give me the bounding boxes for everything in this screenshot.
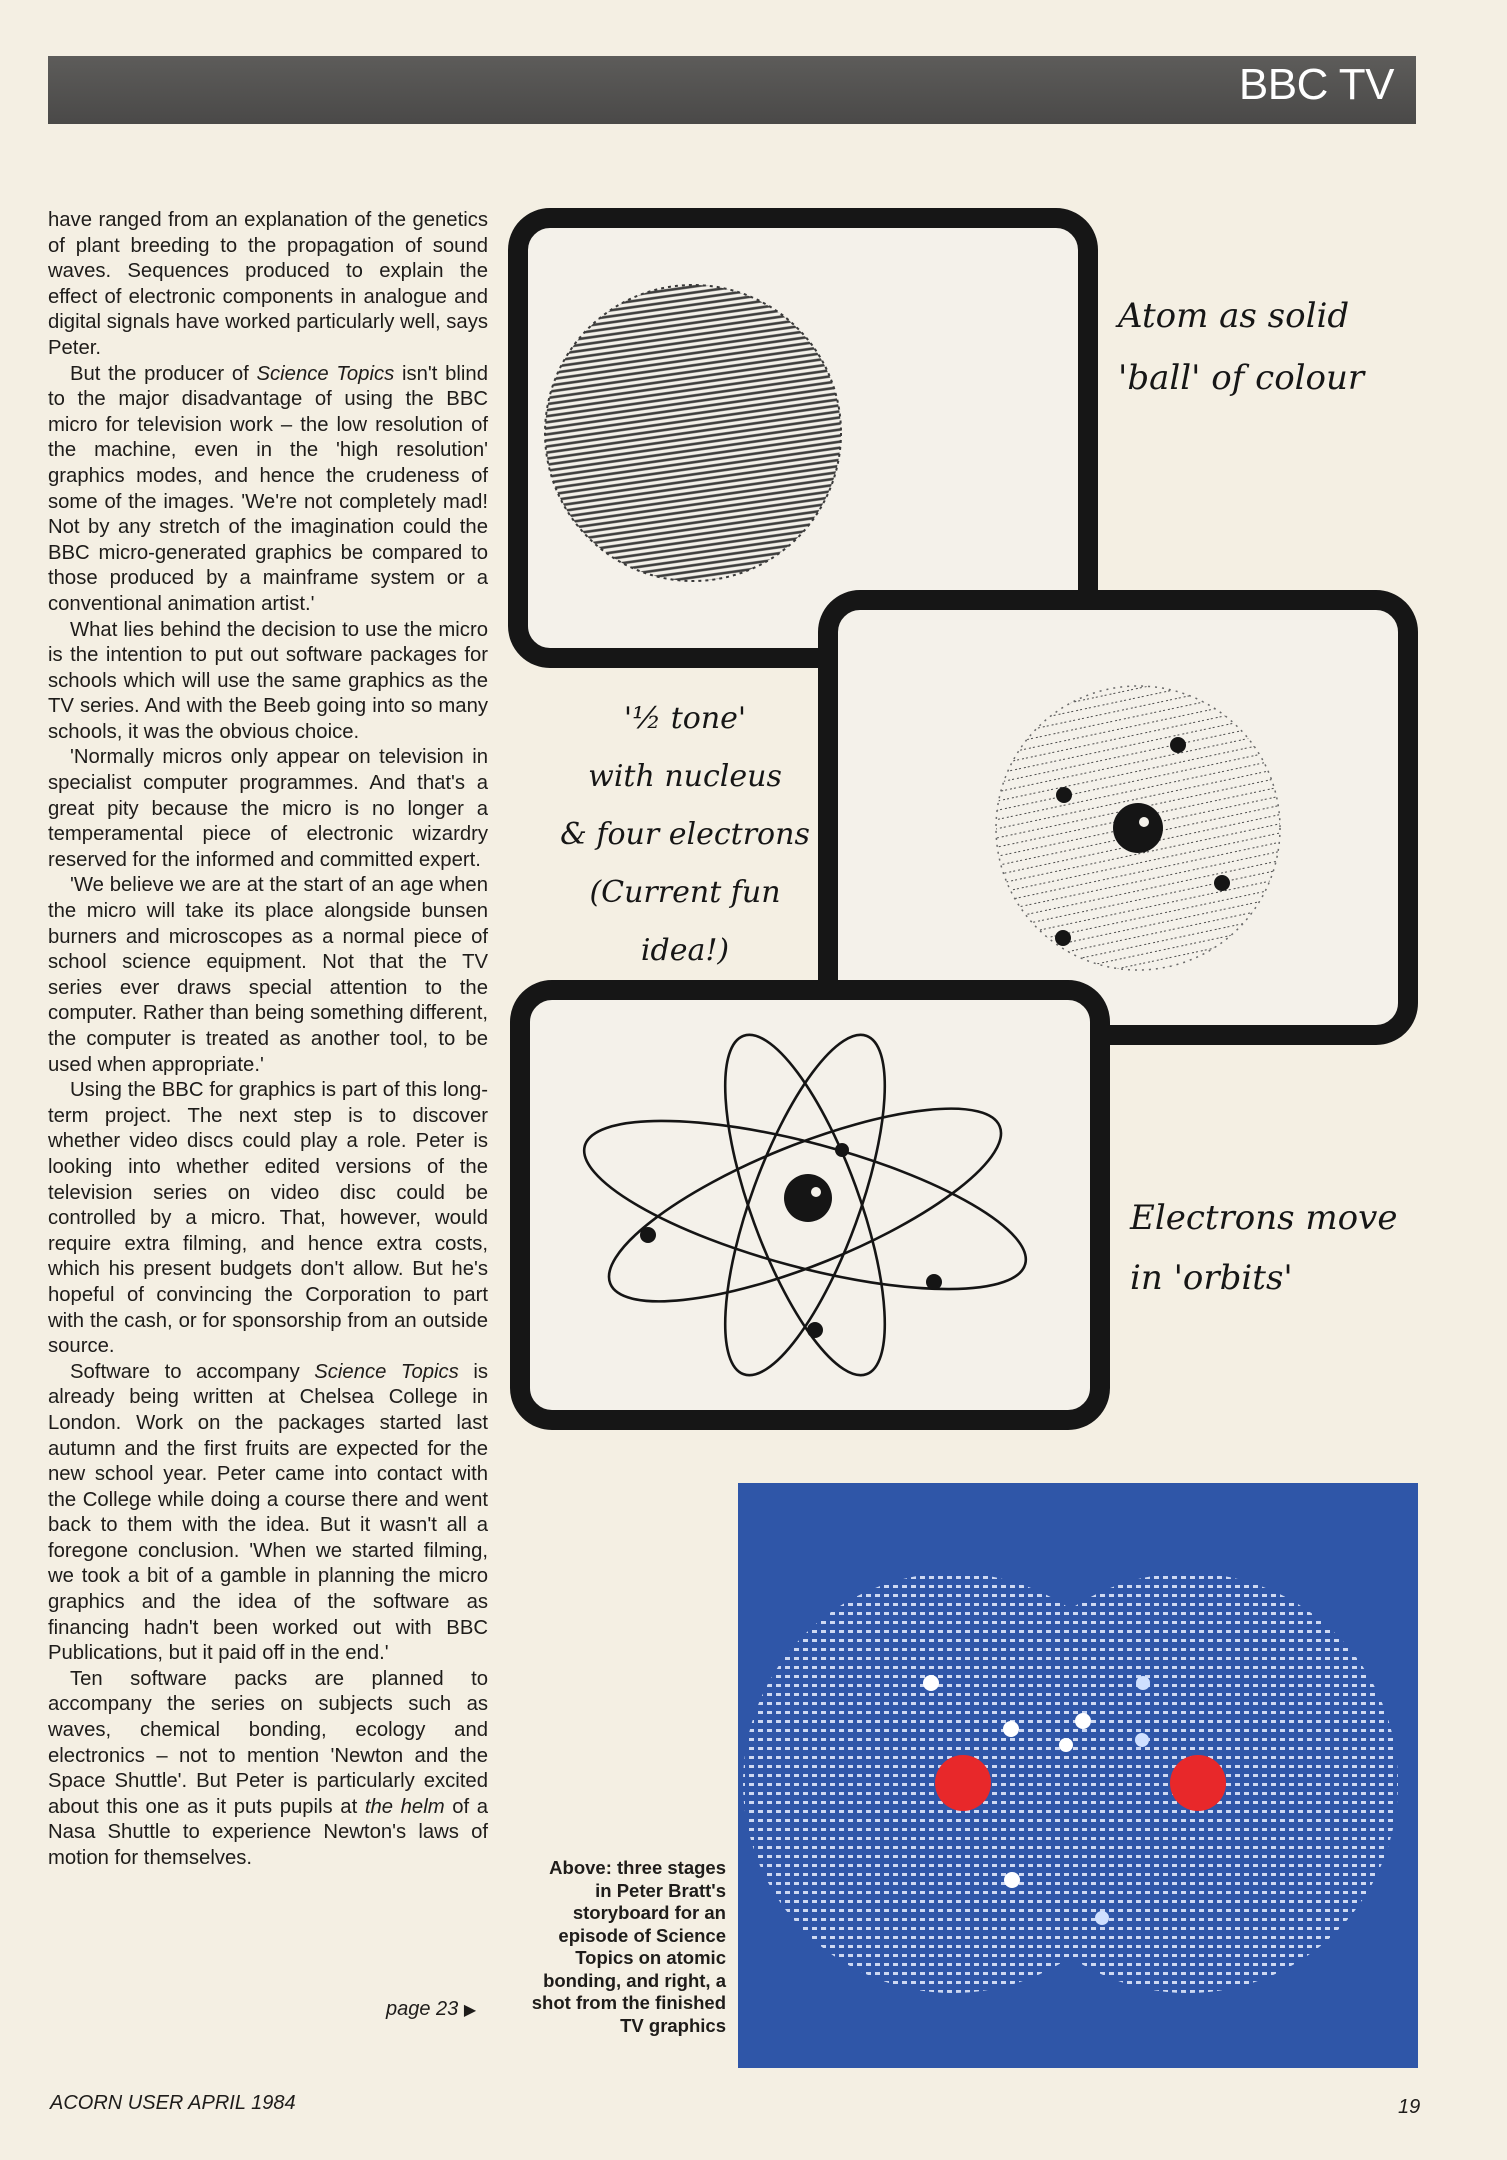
electron bbox=[1135, 1733, 1149, 1747]
electron bbox=[1003, 1721, 1019, 1737]
orbital-atom-sketch bbox=[530, 1000, 1090, 1410]
storyboard-frame-orbiting-atom bbox=[510, 980, 1110, 1430]
page-number: 19 bbox=[1398, 2096, 1421, 2118]
electron bbox=[923, 1675, 939, 1691]
left-nucleus bbox=[935, 1755, 991, 1811]
solid-atom-sketch bbox=[528, 228, 1078, 648]
nucleus bbox=[784, 1174, 832, 1222]
continue-arrow-icon: ▶ bbox=[463, 2002, 477, 2019]
electron bbox=[1170, 737, 1186, 753]
electron bbox=[807, 1322, 823, 1338]
electron bbox=[1214, 875, 1230, 891]
section-header-bar bbox=[48, 56, 1416, 124]
handwritten-note-solid-atom: Atom as solid 'ball' of colour bbox=[1118, 296, 1365, 398]
electron bbox=[640, 1227, 656, 1243]
continued-reference[interactable] bbox=[386, 1998, 476, 2021]
article-paragraph: Ten software packs are planned to accompany the series on subjects such as waves, chemical bonding, ecology and electronics – not to mention 'Newton and the Space Shuttle'. But Peter is particularly excited about this one as it puts pupils at the helm of a Nasa Shuttle to experience Newton's laws of motion for themselves. bbox=[48, 1667, 489, 1869]
electron bbox=[1075, 1713, 1091, 1729]
tv-graphics-photo bbox=[738, 1483, 1418, 2068]
electron bbox=[1055, 930, 1071, 946]
electron bbox=[835, 1143, 849, 1157]
article-paragraph: 'Normally micros only appear on television in specialist computer programmes. And that's a great pity because the micro is no longer a temperamental piece of electronic wizardry reserved for the informed and committed expert. bbox=[48, 746, 488, 871]
continued-page-label: page 23 bbox=[386, 1998, 459, 2020]
electron bbox=[1095, 1911, 1109, 1925]
electron bbox=[1056, 787, 1072, 803]
electron bbox=[1059, 1738, 1073, 1752]
right-nucleus bbox=[1170, 1755, 1226, 1811]
electron bbox=[926, 1274, 942, 1290]
article-column bbox=[48, 208, 488, 1872]
article-paragraph: 'We believe we are at the start of an age when the micro will take its place alongside bunsen burners and microscopes as a normal piece of school science equipment. Not that the TV series ever draws special attention to the computer. Rather than being something different, the computer is treated as another tool, to be used when appropriate.' bbox=[48, 874, 488, 1076]
article-paragraph: Using the BBC for graphics is part of this long-term project. The next step is to discover whether video discs could play a role. Peter is looking into whether edited versions of the television series on video disc could be controlled by a micro. That, however, would require extra filming, and hence extra costs, which his present budgets don't allow. But he's hopeful of convincing the Corporation to part with the cash, or for sponsorship from an outside source. bbox=[48, 1079, 488, 1358]
article-paragraph: What lies behind the decision to use the micro is the intention to put out software packages for schools which will use the same graphics as the TV series. And with the Beeb going into so many schools, it was the obvious choice. bbox=[48, 618, 488, 743]
halftone-atom-sketch bbox=[838, 610, 1398, 1025]
article-paragraph: Software to accompany Science Topics is already being written at Chelsea College in London. Work on the packages started last autumn and the first fruits are expected for the new school year. Peter came into contact with the College while doing a course there and went back to them with the idea. But it wasn't all a foregone conclusion. 'When we started filming, we took a bit of a gamble in planning the micro graphics and the idea of the software as financing hadn't been worked out with BBC Publications, but it paid off in the end.' bbox=[48, 1360, 488, 1665]
solid-atom-ball bbox=[545, 285, 841, 581]
figure-caption: Above: three stages in Peter Bratt's storyboard for an episode of Science Topics on atomic bonding, and right, a shot from the finished TV graphics bbox=[531, 1857, 726, 2036]
storyboard-frame-halftone-atom bbox=[818, 590, 1418, 1045]
handwritten-note-orbiting-atom: Electrons move in 'orbits' bbox=[1130, 1198, 1398, 1298]
section-title: BBC TV bbox=[1238, 60, 1394, 109]
atomic-bonding-graphic bbox=[738, 1483, 1418, 2068]
article-paragraph: But the producer of Science Topics isn't blind to the major disadvantage of using the BBC micro for television work – the low resolution of the machine, even in the 'high resolution' graphics modes, and hence the crudeness of some of the images. 'We're not completely mad! Not by any stretch of the imagination could the BBC micro-generated graphics be compared to those produced by a mainframe system or a conventional animation artist.' bbox=[48, 362, 488, 615]
dotted-atom-pair bbox=[738, 1483, 1418, 2068]
electron bbox=[1136, 1676, 1150, 1690]
article-paragraph: have ranged from an explanation of the genetics of plant breeding to the propagation of sound waves. Sequences produced to explain the effect of electronic components in analogue and digital signals have worked particularly well, says Peter. bbox=[48, 209, 488, 359]
electron bbox=[1004, 1872, 1020, 1888]
handwritten-note-halftone-atom: '½ tone' with nucleus & four electrons (Current fun idea!) bbox=[560, 701, 810, 968]
nucleus bbox=[1113, 803, 1163, 853]
publication-footer: ACORN USER APRIL 1984 bbox=[50, 2092, 296, 2114]
